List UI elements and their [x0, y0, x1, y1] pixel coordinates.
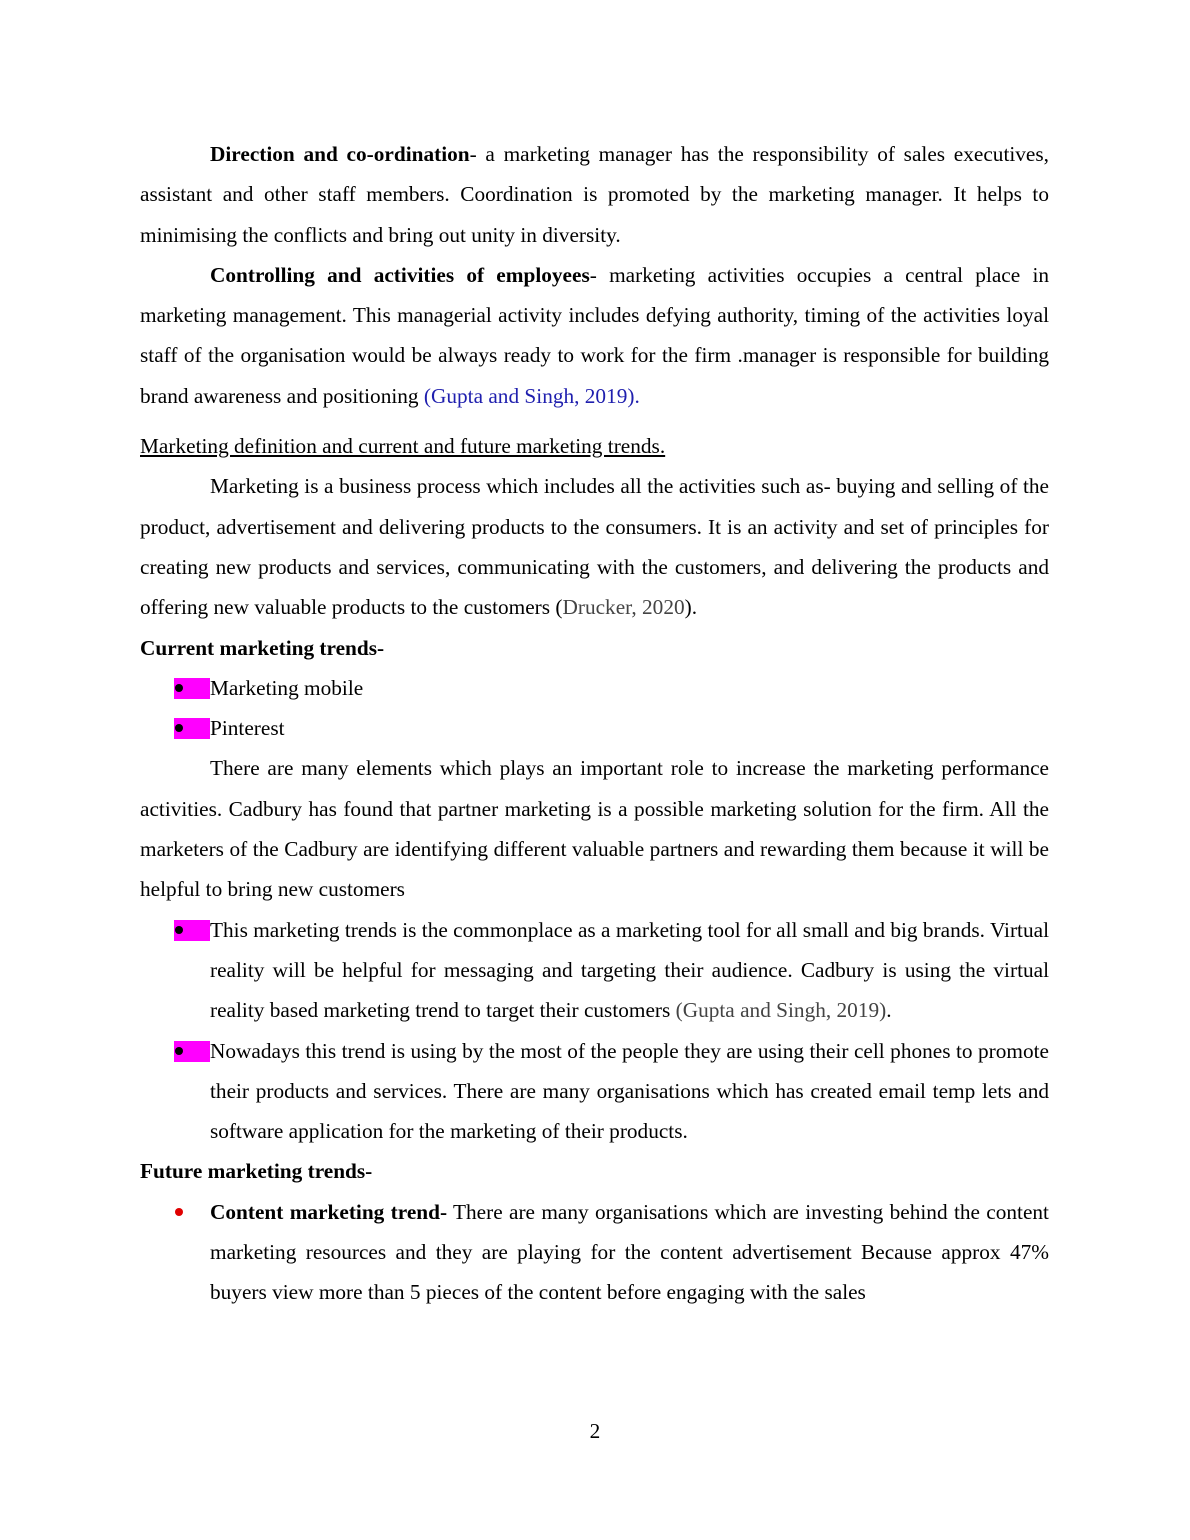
list-item	[140, 708, 1049, 748]
future-trends-list	[140, 1192, 1049, 1313]
paragraph-marketing-definition-text: Marketing is a business process which includes all the activities such as- buying and selling of the product, advertisement and delivering products to the consumers. It is an activity and set of principles for creating new products and services, communicating with the customers, and delivering the products and offering new valuable products to the customers (	[140, 474, 1049, 620]
current-trends-heading: Current marketing trends-	[140, 635, 385, 660]
paragraph-controlling-text: - marketing activities occupies a central place in marketing management. This managerial activity includes defying authority, timing of the activities loyal staff of the organisation would be always ready to work for the firm .manager is responsible for building brand awareness and positioning	[140, 262, 1050, 408]
red-bullet-icon	[175, 1208, 183, 1216]
paragraph-marketing-definition-end: ).	[684, 595, 698, 620]
list-item: This marketing trends is the commonplace as a marketing tool for all small and big brands. Virtual reality will be helpful for messaging and targeting their audience. Cadbury is using the virtual reality based marketing trend to target their customers (Gupta and Singh, 2019).	[140, 910, 1049, 1031]
section-heading: Marketing definition and current and future marketing trends.	[140, 434, 666, 459]
paragraph-controlling	[140, 255, 1049, 416]
term-controlling: Controlling and activities of employees	[210, 262, 590, 287]
term-content-marketing: Content marketing trend-	[210, 1199, 448, 1224]
document-page	[140, 134, 1049, 1313]
highlight-bullet-icon	[174, 1041, 210, 1062]
highlight-bullet-icon	[174, 718, 210, 739]
paragraph-direction-text: - a marketing manager has the responsibility of sales executives, assistant and other staff members. Coordination is promoted by the marketing manager. It helps to minimising the conflicts and bring out unity in diversity.	[140, 142, 1049, 247]
list-item	[140, 1031, 1049, 1152]
citation-gupta-singh-2: (Gupta and Singh, 2019)	[675, 998, 887, 1023]
page-number: 2	[589, 1419, 601, 1443]
list-item-text: Nowadays this trend is using by the most of the people they are using their cell phones to promote their products and services. There are many organisations which has created email temp lets and software application for the marketing of their products.	[210, 1038, 1049, 1144]
citation-drucker: Drucker, 2020	[562, 595, 685, 620]
current-trends-list	[140, 668, 1049, 749]
paragraph-direction	[140, 134, 1049, 255]
trend-details-list	[140, 910, 1049, 1152]
list-item	[140, 1192, 1049, 1313]
list-item-text: This marketing trends is the commonplace as a marketing tool for all small and big brands. Virtual reality will be helpful for messaging and targeting their audience. Cadbury is using the virtual reality based marketing trend to target their customers	[210, 917, 1049, 1023]
list-item	[140, 668, 1049, 708]
highlight-bullet-icon	[174, 920, 210, 941]
list-item-text: Pinterest	[210, 716, 285, 741]
paragraph-elements: There are many elements which plays an important role to increase the marketing performance activities. Cadbury has found that partner marketing is a possible marketing solution for the firm. All the marketers of the Cadbury are identifying different valuable partners and rewarding them because it will be helpful to bring new customers	[140, 756, 1049, 902]
paragraph-marketing-definition	[140, 466, 1049, 627]
future-trends-heading: Future marketing trends-	[140, 1159, 373, 1184]
highlight-bullet-icon	[174, 678, 210, 699]
list-item-text: Marketing mobile	[210, 675, 364, 700]
citation-gupta-singh: (Gupta and Singh, 2019).	[423, 383, 640, 408]
list-item-text: There are many organisations which are investing behind the content marketing resources and they are playing for the content advertisement Because approx 47% buyers view more than 5 pieces of the content before engaging with the sales	[210, 1199, 1049, 1305]
term-direction: Direction and co-ordination	[210, 142, 470, 166]
